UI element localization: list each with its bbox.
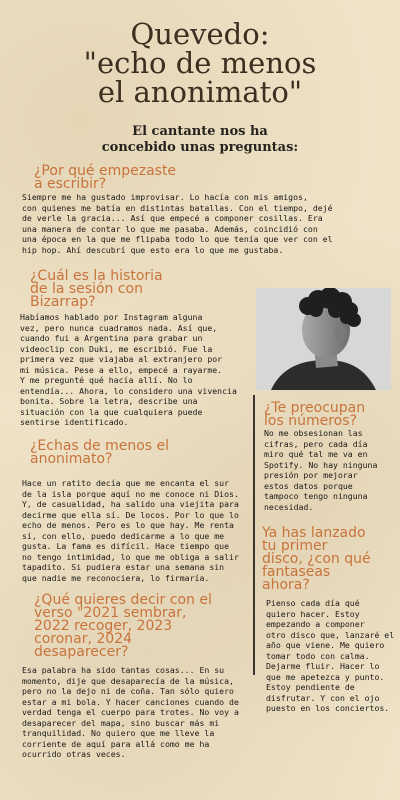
- answer-line: Hace un ratito decía que me encanta el sur: [22, 478, 230, 488]
- answer-line: primera vez que viajaba al extranjero por: [20, 354, 223, 364]
- answer-line: entendía... Ahora, lo considero una vivencia: [20, 385, 237, 396]
- question-line: 2022 recoger, 2023: [34, 618, 173, 634]
- question-line: a escribir?: [34, 176, 107, 192]
- answer-line: No me obsesionan las: [264, 428, 363, 438]
- answer-line: corriente de aquí para allá como me ha: [22, 738, 210, 749]
- subtitle-line: El cantante nos ha: [132, 124, 268, 139]
- answer-line: tranquilidad. No quiero que me lleve la: [22, 728, 215, 738]
- answer-line: pero no la dejo ni de coña. Tan sólo quiero: [22, 686, 234, 696]
- answer-line: mi música. Pese a ello, empecé a rayarme.: [20, 364, 223, 375]
- question-heading-1: [34, 165, 176, 191]
- answer-paragraph-2: [20, 312, 237, 428]
- question-heading-2: [30, 270, 163, 309]
- answer-paragraph-6: [266, 598, 394, 714]
- page-subtitle: [0, 124, 400, 156]
- answer-paragraph-3: [22, 478, 239, 583]
- answer-line: quiero hacer. Estoy: [266, 608, 360, 619]
- answer-line: Estoy pendiente de: [266, 682, 355, 692]
- answer-line: bonita. Sobre la letra, describe una: [20, 396, 198, 406]
- answer-line: tapadito. Si pudiera estar una semana sin: [22, 562, 225, 572]
- photo-portrait: [256, 288, 391, 390]
- answer-line: estar a mi bola. Y hacer canciones cuando de: [22, 696, 239, 707]
- question-line: los números?: [264, 413, 357, 429]
- answer-line: gusta. La fama es difícil. Hace tiempo que: [22, 541, 230, 551]
- answer-line: videoclip con Duki, me escribió. Fue la: [20, 343, 213, 354]
- answer-line: estos datos porque: [264, 480, 353, 491]
- question-heading-3: [30, 440, 169, 466]
- question-line: disco, ¿con qué: [262, 551, 371, 567]
- answer-paragraph-4: [22, 665, 239, 760]
- answer-line: echo de menos. Pero es lo que hay. Me renta: [22, 520, 234, 530]
- answer-line: que nadie me reconociera, lo firmaría.: [22, 572, 210, 583]
- answer-line: una época en la que me flipaba todo lo que tenía que ver con el: [22, 234, 333, 244]
- answer-line: Siempre me ha gustado improvisar. Lo hacía con mis amigos,: [22, 192, 308, 202]
- page-title: [0, 17, 400, 109]
- answer-line: sí, con ello, puedo dedicarme a lo que me: [22, 530, 225, 541]
- title-line: "echo de menos: [83, 46, 317, 80]
- question-line: ahora?: [262, 577, 310, 593]
- answer-line: hip hop. Ahí descubrí que esto era lo que me gustaba.: [22, 244, 284, 255]
- answer-line: sentirse identificado.: [20, 417, 129, 427]
- answer-line: necesidad.: [264, 501, 314, 512]
- answer-line: tampoco tengo ninguna: [264, 491, 368, 501]
- question-line: anonimato?: [30, 451, 113, 467]
- answer-line: una manera de contar lo que me pasaba. Además, coincidió con: [22, 223, 318, 234]
- question-line: verso "2021 sembrar,: [34, 605, 187, 621]
- column-divider: [253, 395, 255, 675]
- answer-line: miro qué tal me va en: [264, 449, 368, 459]
- answer-line: puesto en los conciertos.: [266, 703, 390, 713]
- answer-line: vez, pero nunca cuadramos nada. Así que,: [20, 322, 218, 333]
- question-line: tu primer: [262, 538, 328, 554]
- answer-line: de verle la gracia... Así que empecé a componer cosillas. Era: [22, 213, 323, 223]
- answer-line: decirme que ella sí. De locos. Por lo que lo: [22, 509, 239, 520]
- answer-line: ocurrido otras veces.: [22, 749, 126, 759]
- subtitle-line: concebido unas preguntas:: [101, 140, 299, 155]
- question-heading-5: [264, 402, 365, 428]
- answer-line: Spotify. No hay ninguna: [264, 459, 378, 470]
- answer-line: Pienso cada día qué: [266, 598, 360, 608]
- answer-line: Y, de casualidad, ha salido una viejita para: [22, 499, 239, 509]
- answer-line: de la isla porque aquí no me conoce ni Dios.: [22, 488, 239, 499]
- question-line: ¿Por qué empezaste: [34, 163, 177, 179]
- answer-line: con quienes me batía en distintas batallas. Con el tiempo, dejé: [22, 202, 333, 213]
- answer-line: Esa palabra ha sido tantas cosas... En su: [22, 665, 225, 675]
- answer-line: Dejarme fluir. Hacer lo: [266, 661, 380, 671]
- answer-line: presión por mejorar: [264, 470, 358, 480]
- answer-line: otro disco que, lanzaré el: [266, 629, 395, 640]
- answer-paragraph-5: [264, 428, 377, 512]
- answer-line: cifras, pero cada día: [264, 438, 368, 449]
- answer-line: no tengo intimidad, lo que me obliga a salir: [22, 551, 239, 562]
- question-line: desaparecer?: [34, 644, 129, 660]
- answer-line: Habíamos hablado por Instagram alguna: [20, 312, 203, 322]
- question-line: de la sesión con: [30, 281, 143, 297]
- title-line: el anonimato": [97, 75, 303, 109]
- answer-line: verdad tenga el cuerpo para trotes. No voy a: [22, 707, 239, 717]
- title-line: Quevedo:: [130, 17, 270, 51]
- answer-line: desaparecer del mapa, sino buscar más mi: [22, 717, 220, 728]
- answer-line: situación con la que cualquiera puede: [20, 406, 203, 417]
- question-heading-4: [34, 594, 212, 659]
- question-line: ¿Qué quieres decir con el: [34, 592, 212, 608]
- answer-line: que me apetezca y punto.: [266, 671, 385, 682]
- question-line: ¿Cuál es la historia: [30, 268, 163, 284]
- question-line: ¿Te preocupan: [264, 400, 366, 416]
- answer-line: empezando a componer: [266, 619, 365, 629]
- portrait-image: [256, 288, 391, 390]
- answer-line: tomar todo con calma.: [266, 650, 370, 661]
- answer-line: Y me pregunté qué hacía allí. No lo: [20, 375, 193, 385]
- question-line: ¿Echas de menos el: [30, 438, 170, 454]
- question-line: Ya has lanzado: [262, 525, 366, 541]
- answer-line: cuando fui a Argentina para grabar un: [20, 333, 203, 343]
- answer-line: año que viene. Me quiero: [266, 640, 385, 650]
- answer-line: disfrutar. Y con el ojo: [266, 692, 380, 703]
- question-heading-6: [262, 527, 371, 592]
- question-line: fantaseas: [262, 564, 331, 580]
- question-line: Bizarrap?: [30, 294, 96, 310]
- answer-paragraph-1: [22, 192, 333, 255]
- answer-line: momento, dije que desaparecía de la música,: [22, 675, 234, 686]
- question-line: coronar, 2024: [34, 631, 133, 647]
